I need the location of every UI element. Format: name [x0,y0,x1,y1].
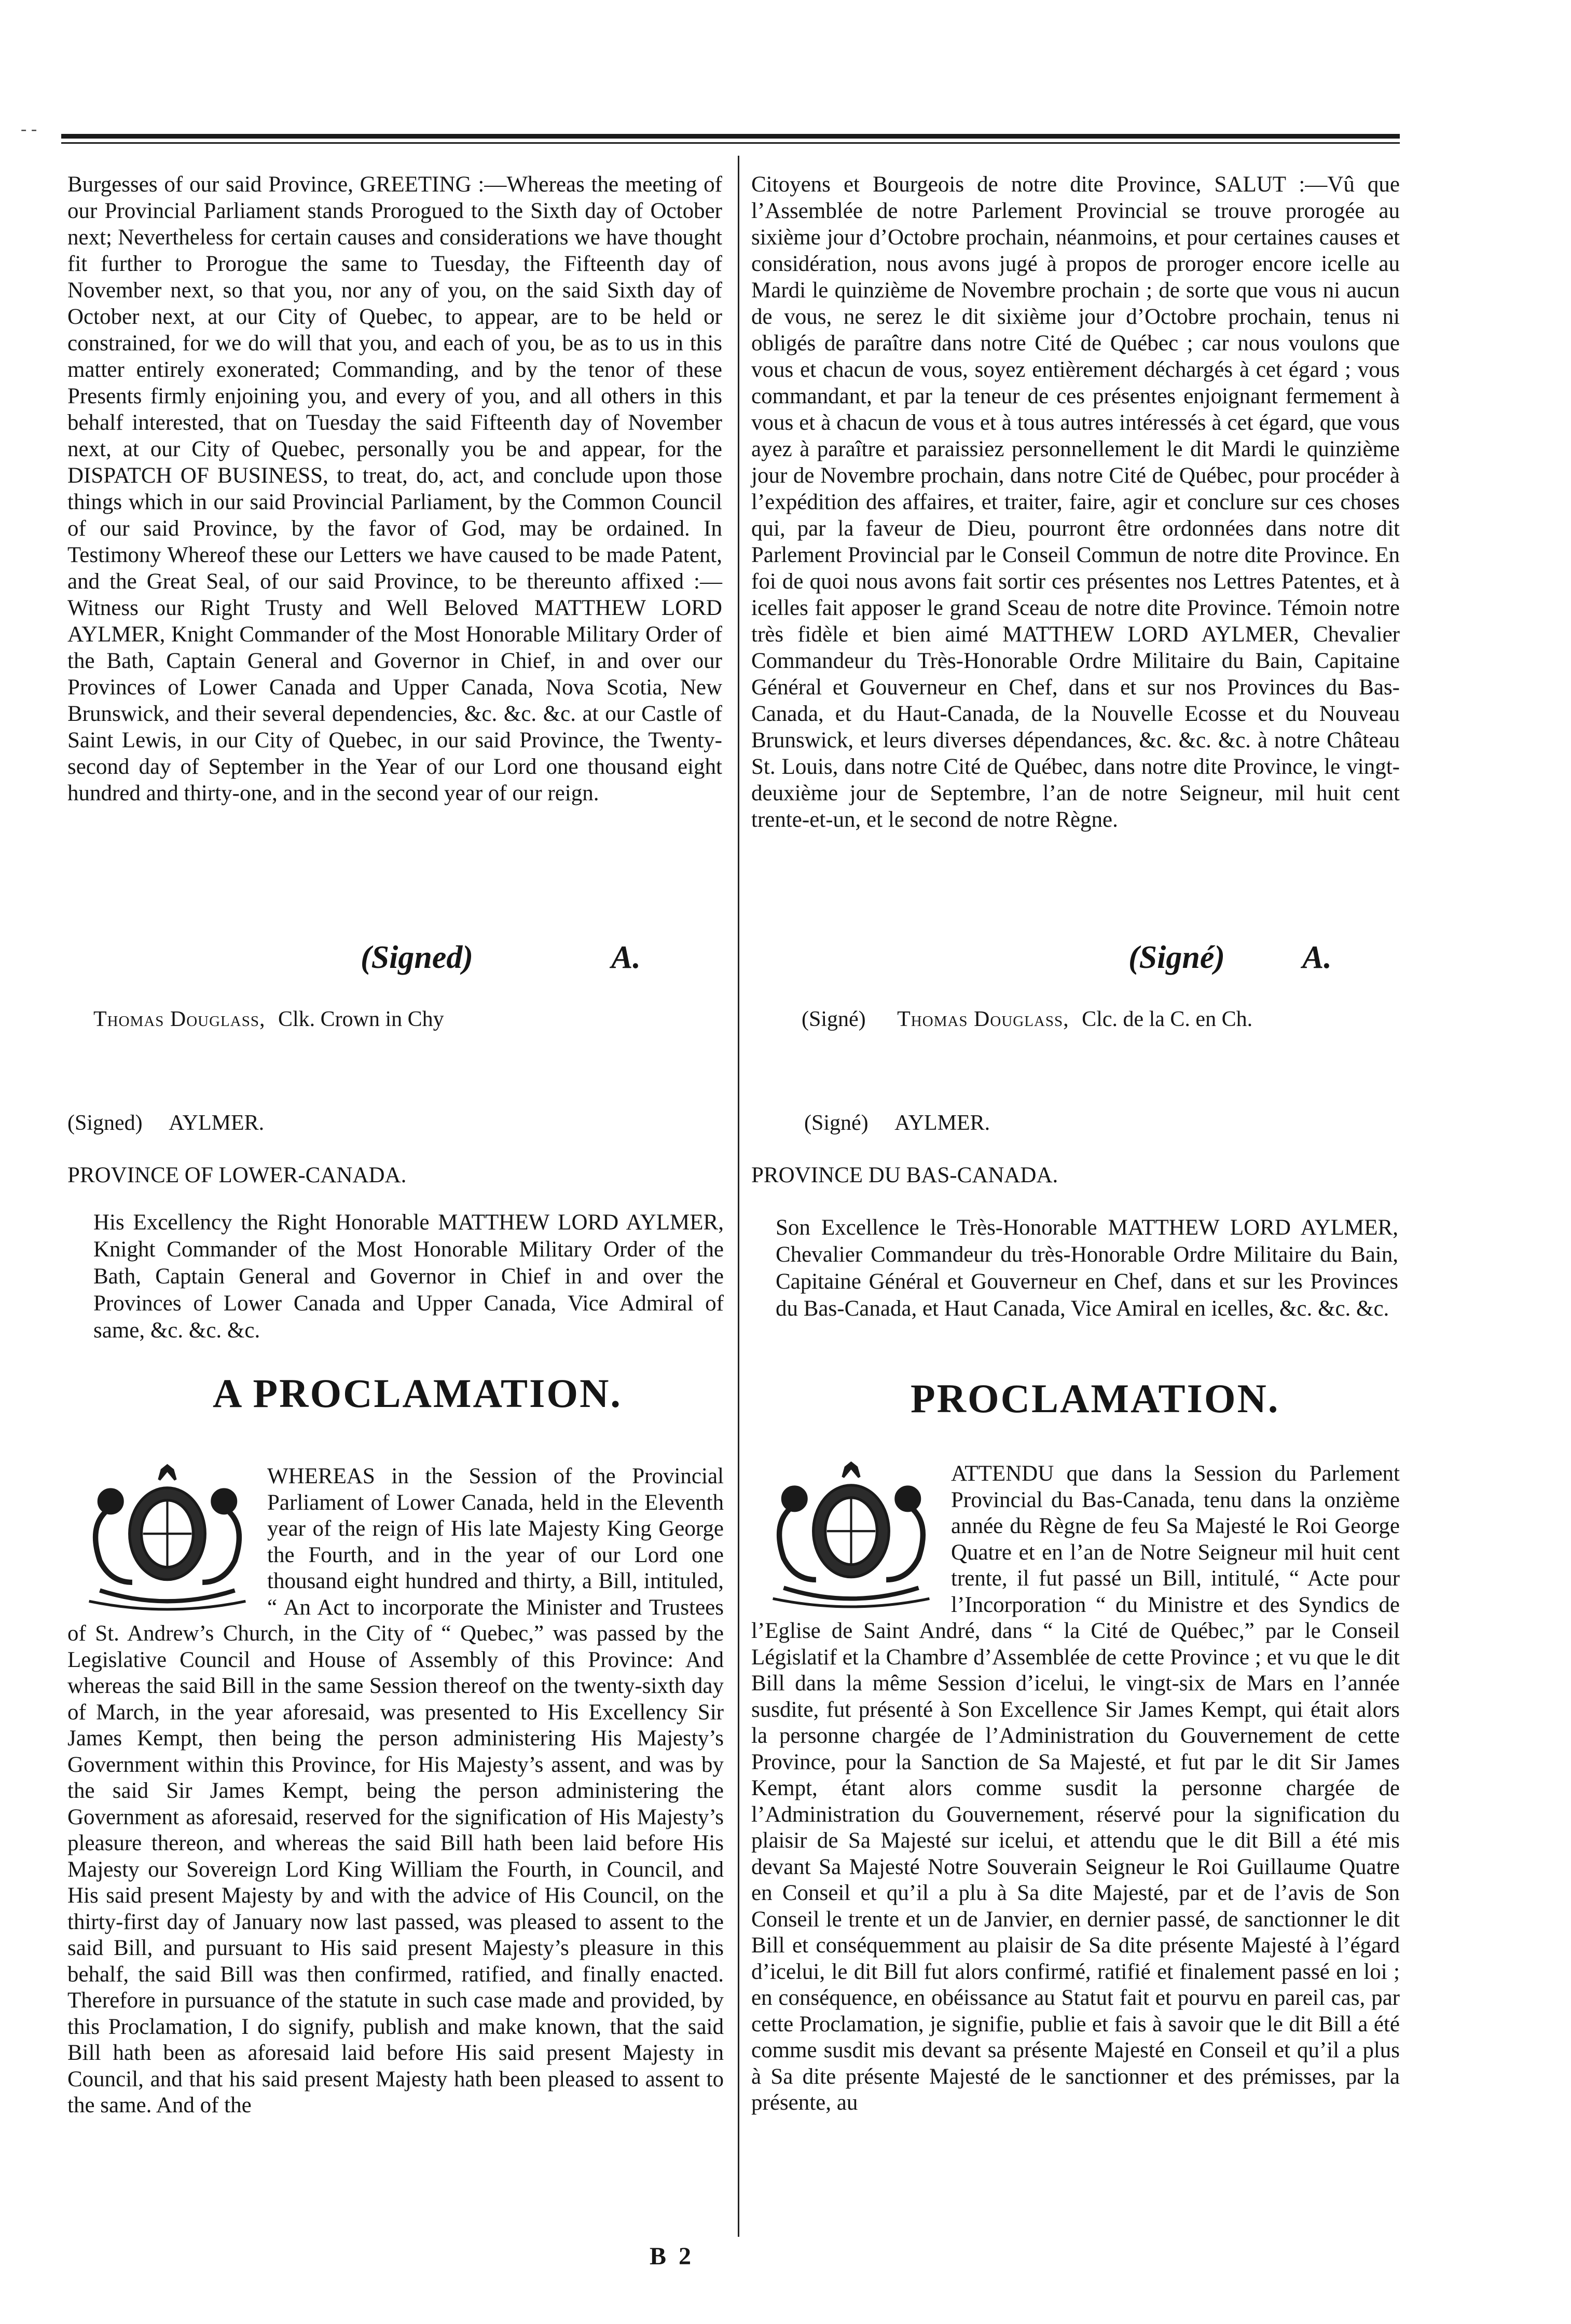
clerk-line-en [93,1007,444,1032]
signed-prefix-fr: (Signé) [804,1111,869,1135]
signed-label-fr: (Signé) [1128,940,1225,975]
signature-mark: B 2 [650,2243,695,2270]
clerk-prefix-fr: (Signé) [802,1007,866,1031]
signed-initial-en: A. [611,940,641,975]
signed-name-fr: AYLMER. [894,1111,990,1135]
governor-style-fr: Son Excellence le Très-Honorable MATTHEW LORD AYLMER, Chevalier Commandeur du très-Honorable Ordre Militaire du Bain, Capitaine Général et Gouverneur en Chef, dans et sur les Provinces du Bas-Canada, et Haut Canada, Vice Amiral en icelles, &c. &c. &c. [776,1215,1398,1321]
signed-name-en: AYLMER. [169,1111,265,1135]
top-rule-thick [61,134,1400,139]
proclamation-text-fr: ATTENDU que dans la Session du Parlement Provincial du Bas-Canada, tenu dans la onzième année du Règne de feu Sa Majesté le Roi George Quatre et en l’an de Notre Seigneur mil huit cent trente, il fut passé un Bill, intitulé, “ Acte pour l’Incorporation “ du Ministre et des Syndics de l’Eglise de Saint André, dans “ la Cité de Québec,” par le Conseil Législatif et la Chambre d’Assemblée de cette Province ; et vu que le dit Bill dans la même Session d’icelui, le vingt-six de Mars en l’année susdite, fut présenté à Son Excellence Sir James Kempt, qui était alors la personne chargée de l’Administration du Gouvernement de cette Province, pour la Sanction de Sa Majesté, et fut par le dit Sir James Kempt, étant alors comme susdit la personne chargée de l’Administration du Gouvernement, réservé pour la signification du plaisir de Sa Majesté sur icelui, et attendu que le dit Bill a été mis devant Sa Majesté Notre Souverain Seigneur le Roi Guillaume Quatre en Conseil et qu’il a plu à Sa dite Majesté, par et de l’avis de Son Conseil le trente et un de Janvier, en dernier passé, de sanctionner le dit Bill et conséquemment au plaisir de Sa dite présente Majesté à l’égard d’icelui, le dit Bill fut alors confirmé, ratifié et finalement passé en loi ; en conséquence, en obéissance au Statut fait et pourvu en pareil cas, par cette Proclamation, je signifie, publie et fais à savoir que le dit Bill a été comme susdit mis devant sa présente Majesté en Conseil et qu’il a plus à Sa dite présente Majesté de le sanctionner et des prémisses, par la présente, au [751,1461,1400,2115]
clerk-name-en: Thomas Douglass, [93,1007,266,1031]
proclamation-body-fr [751,1461,1400,2116]
clerk-title-fr: Clc. de la C. en Ch. [1082,1007,1253,1031]
clerk-name-fr: Thomas Douglass, [897,1007,1069,1031]
proclamation-title-en: A PROCLAMATION. [213,1371,622,1416]
governor-style-en: His Excellency the Right Honorable MATTHEW LORD AYLMER, Knight Commander of the Most Honorable Military Order of the Bath, Captain General and Governor in Chief in and over the Provinces of Lower Canada and Upper Canada, Vice Admiral of same, &c. &c. &c. [93,1210,724,1343]
signed-line-en [67,1111,264,1136]
top-rule-thin [61,142,1400,144]
proclamation-text-en: WHEREAS in the Session of the Provincial Parliament of Lower Canada, held in the Eleventh year of the reign of His late Majesty King George the Fourth, and in the year of our Lord one thousand eight hundred and thirty, a Bill, intituled, “ An Act to incorporate the Minister and Trustees of St. Andrew’s Church, in the City of “ Quebec,” was passed by the Legislative Council and House of Assembly of this Province: And whereas the said Bill in the same Session thereof on the twenty-sixth day of March, in the year aforesaid, was presented to His Excellency Sir James Kempt, then being the person administering His Majesty’s Government within this Province, for His Majesty’s assent, and was by the said Sir James Kempt, being the person administering the Government as aforesaid, reserved for the signification of His Majesty’s pleasure thereon, and whereas the said Bill hath been laid before His Majesty our Sovereign Lord King William the Fourth, in Council, and His said present Majesty by and with the advice of His Council, on the thirty-first day of January now last passed, was pleased to assent to the said Bill, and pursuant to His said present Majesty’s pleasure in this behalf, the said Bill was then confirmed, ratified, and finally enacted. Therefore in pursuance of the statute in such case made and provided, by this Proclamation, I do signify, publish and make known, that the said Bill hath been as aforesaid laid before His said present Majesty in Council, and that his said present Majesty hath been pleased to assent to the same. And of the [67,1464,724,2117]
proclamation-title-fr: PROCLAMATION. [911,1376,1280,1421]
english-column [67,171,722,806]
column-divider [738,156,739,2237]
edge-mark: - - [21,119,37,139]
signed-prefix-en: (Signed) [67,1111,143,1135]
proclamation-body-en [67,1464,724,2119]
signed-initial-fr: A. [1302,940,1332,975]
royal-arms-icon-fr [751,1461,951,1611]
clerk-title-en: Clk. Crown in Chy [278,1007,444,1031]
signed-label-en: (Signed) [361,940,473,975]
province-heading-fr: PROVINCE DU BAS-CANADA. [751,1163,1058,1187]
signed-line-fr [804,1111,990,1136]
royal-arms-icon [67,1464,267,1614]
french-column [751,171,1400,833]
writ-text-en: Burgesses of our said Province, GREETING :—Whereas the meeting of our Provincial Parliament stands Prorogued to the Sixth day of October next; Nevertheless for certain causes and considerations we have thought fit further to Prorogue the same to Tuesday, the Fifteenth day of November next, so that you, nor any of you, on the said Sixth day of October next, at our City of Quebec, to appear, are to be held or constrained, for we do will that you, and each of you, be as to us in this matter entirely exonerated; Commanding, and by the tenor of these Presents firmly enjoining you, and every of you, and all others in this behalf interested, that on Tuesday the said Fifteenth day of November next, at our City of Quebec, personally you be and appear, for the DISPATCH OF BUSINESS, to treat, do, act, and conclude upon those things which in our said Provincial Parliament, by the Common Council of our said Province, by the favor of God, may be ordained. In Testimony Whereof these our Letters we have caused to be made Patent, and the Great Seal, of our said Province, to be thereunto affixed :—Witness our Right Trusty and Well Beloved MATTHEW LORD AYLMER, Knight Commander of the Most Honorable Military Order of the Bath, Captain General and Governor in Chief, in and over our Provinces of Lower Canada and Upper Canada, Nova Scotia, New Brunswick, and their several dependencies, &c. &c. &c. at our Castle of Saint Lewis, in our City of Quebec, in our said Province, the Twenty-second day of September in the Year of our Lord one thousand eight hundred and thirty-one, and in the second year of our reign. [67,172,722,805]
clerk-line-fr [802,1007,1252,1032]
province-heading-en: PROVINCE OF LOWER-CANADA. [67,1163,407,1187]
writ-text-fr: Citoyens et Bourgeois de notre dite Province, SALUT :—Vû que l’Assemblée de notre Parlement Provincial se trouve prorogée au sixième jour d’Octobre prochain, néanmoins, et pour certaines causes et considération, nous avons jugé à propos de proroger encore icelle au Mardi le quinzième de Novembre prochain ; de sorte que vous ni aucun de vous, ne serez le dit sixième jour d’Octobre prochain, tenus ni obligés de paraître dans notre Cité de Québec ; car nous voulons que vous et chacun de vous, soyez entièrement déchargés à cet égard ; vous commandant, et par la teneur de ces présentes enjoignant fermement à vous et à chacun de vous et à tous autres intéressés à cet égard, que vous ayez à paraître et paraissiez personnellement le dit Mardi le quinzième jour de Novembre prochain, dans notre Cité de Québec, pour procéder à l’expédition des affaires, et traiter, faire, agir et conclure sur ces choses qui, par la faveur de Dieu, pourront être ordonnées dans notre dit Parlement Provincial par le Conseil Commun de notre dite Province. En foi de quoi nous avons fait sortir ces présentes nos Lettres Patentes, et à icelles fait apposer le grand Sceau de notre dite Province. Témoin notre très fidèle et bien aimé MATTHEW LORD AYLMER, Chevalier Commandeur du Très-Honorable Ordre Militaire du Bain, Capitaine Général et Gouverneur en Chef, dans et sur nos Provinces du Bas-Canada, et du Haut-Canada, de la Nouvelle Ecosse et du Nouveau Brunswick, et leurs diverses dépendances, &c. &c. &c. à notre Château St. Louis, dans notre Cité de Québec, dans notre dite Province, le vingt-deuxième jour de Septembre, l’an de notre Seigneur, mil huit cent trente-et-un, et le second de notre Règne. [751,172,1400,832]
